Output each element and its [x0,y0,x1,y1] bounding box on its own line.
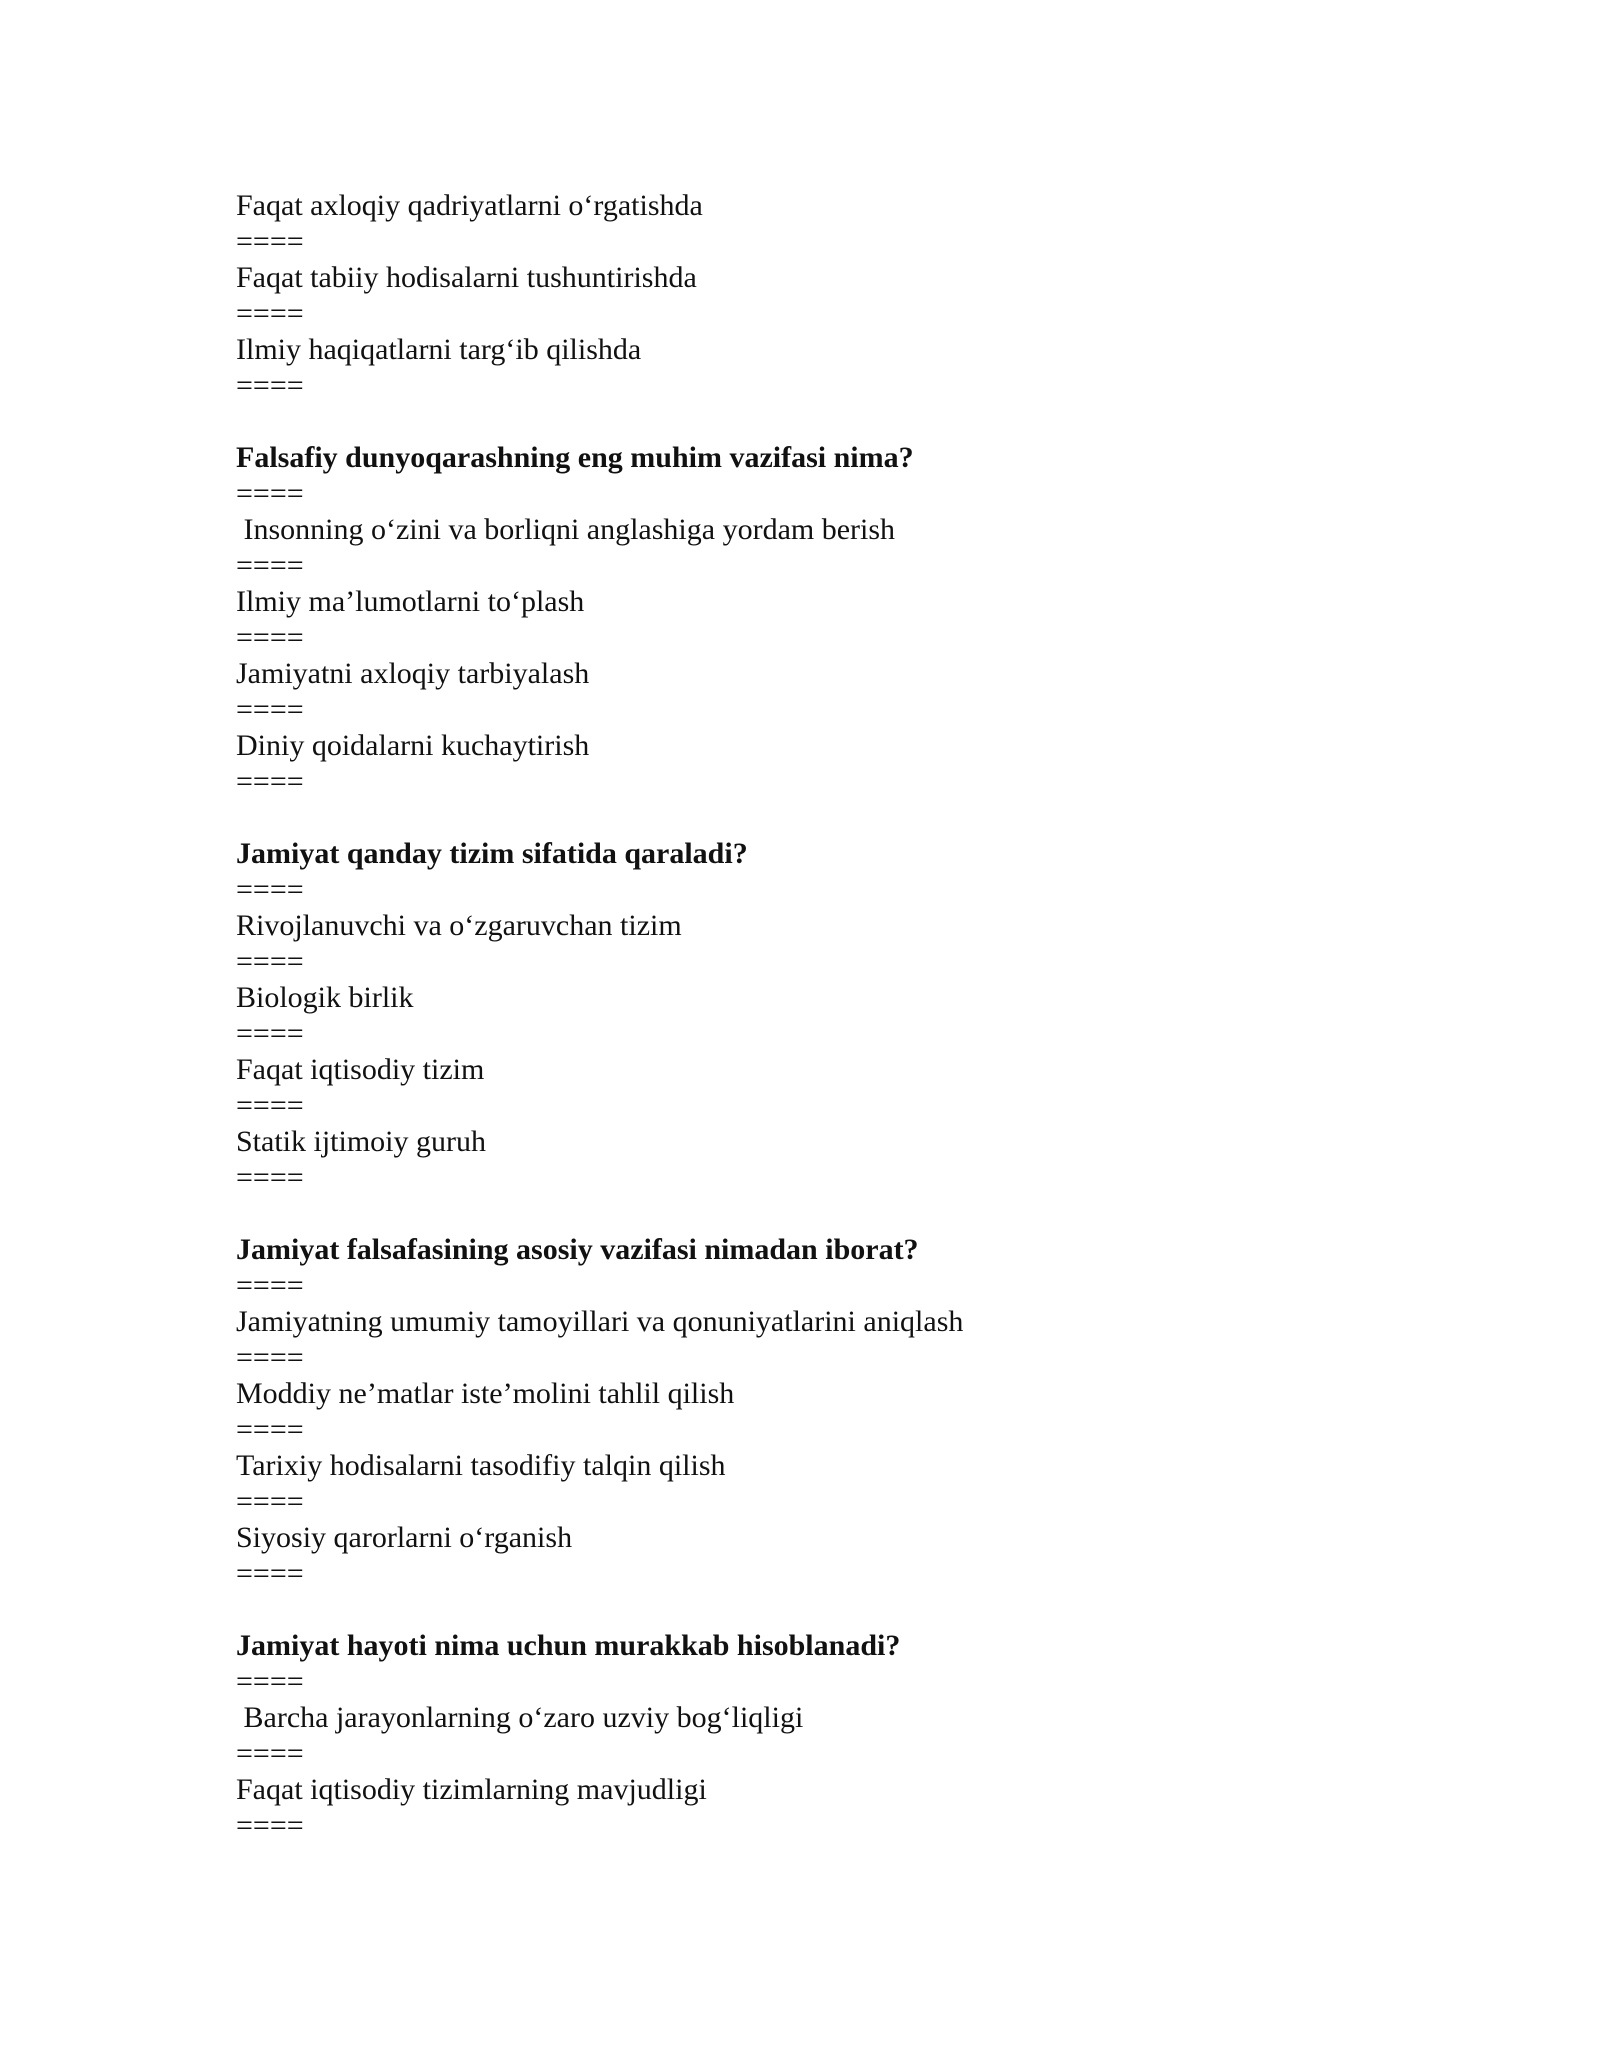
separator: ==== [236,1809,304,1842]
separator: ==== [236,1269,304,1302]
separator: ==== [236,225,304,258]
answer-option: Jamiyatni axloqiy tarbiyalash [236,657,590,690]
answer-option: Jamiyatning umumiy tamoyillari va qonuniyatlarini aniqlash [236,1305,964,1338]
separator: ==== [236,765,304,798]
spacer [236,1592,1386,1628]
separator: ==== [236,621,304,654]
answer-option: Ilmiy haqiqatlarni targ‘ib qilishda [236,333,642,366]
question-block [236,440,1386,800]
separator: ==== [236,549,304,582]
question-text: Jamiyat qanday tizim sifatida qaraladi? [236,837,748,870]
question-block [236,1232,1386,1592]
separator: ==== [236,1341,304,1374]
answer-option: Tarixiy hodisalarni tasodifiy talqin qilish [236,1449,726,1482]
answer-option: Faqat tabiiy hodisalarni tushuntirishda [236,261,697,294]
answer-option: Ilmiy ma’lumotlarni to‘plash [236,585,585,618]
question-block [236,836,1386,1196]
separator: ==== [236,693,304,726]
question-text: Falsafiy dunyoqarashning eng muhim vazifasi nima? [236,441,914,474]
spacer [236,404,1386,440]
separator: ==== [236,1413,304,1446]
question-text: Jamiyat falsafasining asosiy vazifasi nimadan iborat? [236,1233,919,1266]
separator: ==== [236,1485,304,1518]
separator: ==== [236,477,304,510]
answer-option: Biologik birlik [236,981,414,1014]
separator: ==== [236,1017,304,1050]
separator: ==== [236,1737,304,1770]
separator: ==== [236,297,304,330]
separator: ==== [236,873,304,906]
separator: ==== [236,1665,304,1698]
answer-option: Siyosiy qarorlarni o‘rganish [236,1521,573,1554]
answer-option: Faqat iqtisodiy tizimlarning mavjudligi [236,1773,707,1806]
answer-option: Insonning o‘zini va borliqni anglashiga yordam berish [236,513,896,546]
question-text: Jamiyat hayoti nima uchun murakkab hisoblanadi? [236,1629,901,1662]
separator: ==== [236,369,304,402]
intro-option-block [236,188,1386,404]
answer-option: Rivojlanuvchi va o‘zgaruvchan tizim [236,909,682,942]
separator: ==== [236,1557,304,1590]
separator: ==== [236,1089,304,1122]
answer-option: Diniy qoidalarni kuchaytirish [236,729,590,762]
answer-option: Faqat iqtisodiy tizim [236,1053,485,1086]
answer-option: Statik ijtimoiy guruh [236,1125,487,1158]
spacer [236,800,1386,836]
answer-option: Barcha jarayonlarning o‘zaro uzviy bog‘liqligi [236,1701,804,1734]
answer-option: Moddiy ne’matlar iste’molini tahlil qilish [236,1377,735,1410]
separator: ==== [236,945,304,978]
question-block [236,1628,1386,1844]
document-content [236,188,1386,1844]
spacer [236,1196,1386,1232]
separator: ==== [236,1161,304,1194]
answer-option: Faqat axloqiy qadriyatlarni o‘rgatishda [236,189,703,222]
